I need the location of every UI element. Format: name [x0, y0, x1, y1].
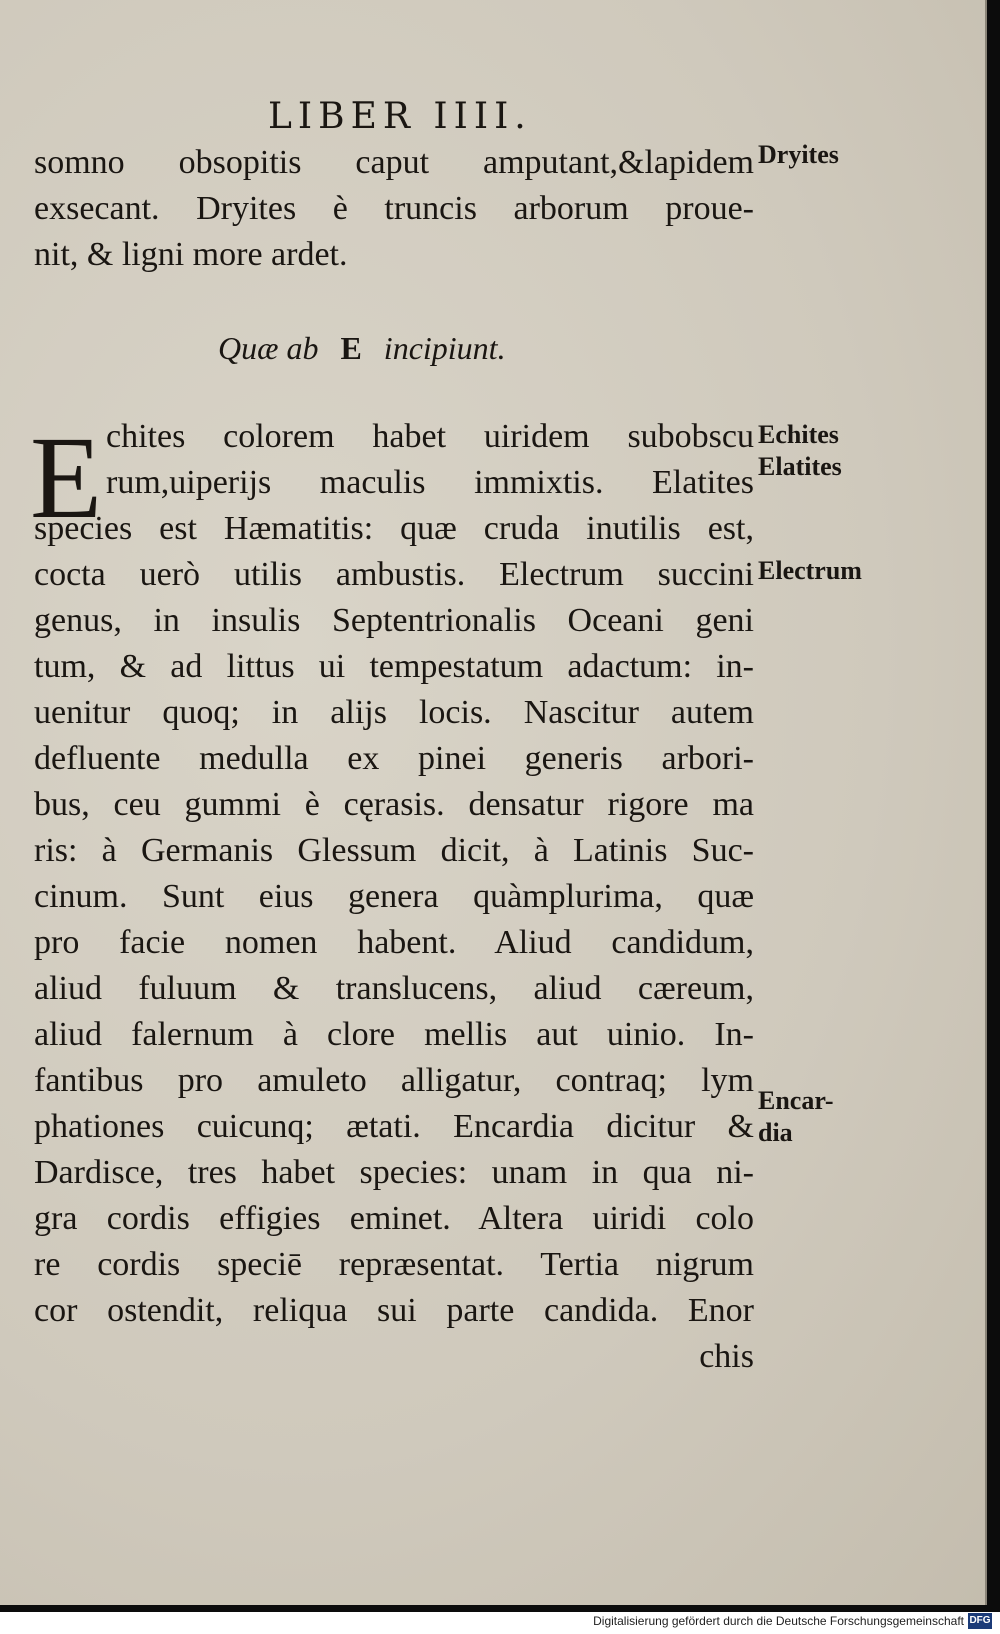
text-line: defluente medulla ex pinei generis arbori- [34, 740, 754, 777]
page-header: LIBER IIII. [268, 96, 532, 137]
heading-before: Quæ ab [218, 330, 319, 366]
text-line: chites colorem habet uiridem subobscu [106, 418, 754, 455]
catchword: chis [699, 1338, 754, 1375]
heading-after: incipiunt. [383, 330, 506, 366]
text-line: genus, in insulis Septentrionalis Oceani geni [34, 602, 754, 639]
text-line: bus, ceu gummi è cęrasis. densatur rigore ma [34, 786, 754, 823]
text-line: pro facie nomen habent. Aliud candidum, [34, 924, 754, 961]
text-line: fantibus pro amuleto alligatur, contraq; lym [34, 1062, 754, 1099]
sidenote-echites: Echites [758, 420, 839, 449]
sidenote-dryites: Dryites [758, 140, 839, 169]
text-line: nit, & ligni more ardet. [34, 236, 348, 273]
text-line: uenitur quoq; in alijs locis. Nascitur autem [34, 694, 754, 731]
text-line: re cordis speciē repræsentat. Tertia nigrum [34, 1246, 754, 1283]
text-line: phationes cuicunq; ætati. Encardia dicitur & [34, 1108, 754, 1145]
dfg-logo-icon: DFG [968, 1613, 992, 1629]
drop-cap: E [30, 412, 103, 543]
text-block-dropcap [106, 414, 754, 506]
heading-letter: E [340, 330, 362, 366]
text-line: gra cordis effigies eminet. Altera uiridi colo [34, 1200, 754, 1237]
text-line: species est Hæmatitis: quæ cruda inutilis est, [34, 510, 754, 547]
text-line: exsecant. Dryites è truncis arborum proue- [34, 190, 754, 227]
text-line: rum,uiperijs maculis immixtis. Elatites [106, 464, 754, 501]
footer-credit: Digitalisierung gefördert durch die Deutsche Forschungsgemeinschaft [593, 1614, 964, 1628]
text-line: somno obsopitis caput amputant,&lapidem [34, 144, 754, 181]
section-heading [218, 330, 506, 367]
text-line: cinum. Sunt eius genera quàmplurima, quæ [34, 878, 754, 915]
text-line: cocta uerò utilis ambustis. Electrum succini [34, 556, 754, 593]
sidenote-dia: dia [758, 1118, 793, 1147]
sidenote-elatites: Elatites [758, 452, 842, 481]
text-line: cor ostendit, reliqua sui parte candida. Enor [34, 1292, 754, 1329]
text-line: aliud fuluum & translucens, aliud cæreum, [34, 970, 754, 1007]
text-line: Dardisce, tres habet species: unam in qua ni- [34, 1154, 754, 1191]
sidenote-encar: Encar- [758, 1086, 834, 1115]
sidenote-electrum: Electrum [758, 556, 862, 585]
text-line: aliud falernum à clore mellis aut uinio. In- [34, 1016, 754, 1053]
text-line: ris: à Germanis Glessum dicit, à Latinis Suc- [34, 832, 754, 869]
text-line: tum, & ad littus ui tempestatum adactum: in- [34, 648, 754, 685]
text-block-top [34, 140, 754, 278]
text-block-main [34, 506, 754, 1380]
